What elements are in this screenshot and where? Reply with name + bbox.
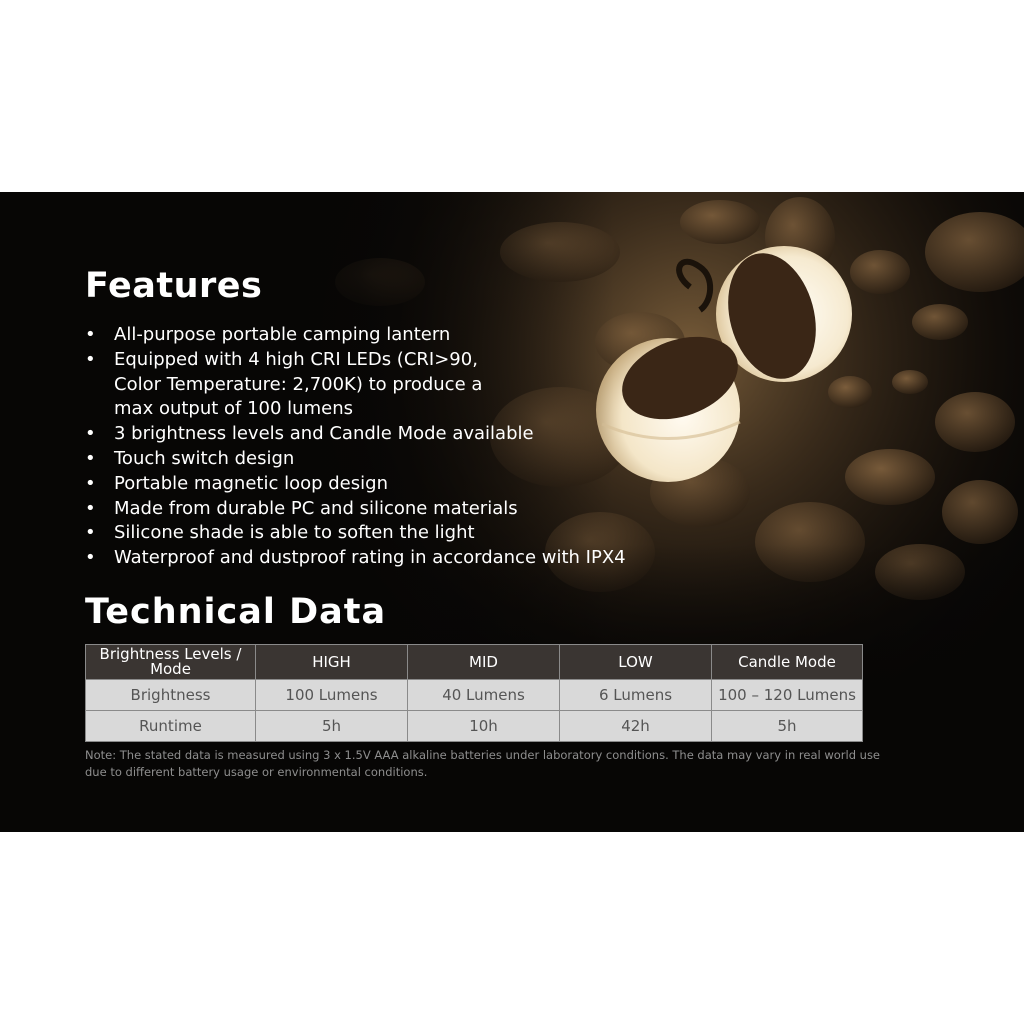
banner-content (0, 192, 1024, 832)
feature-item-continuation: Color Temperature: 2,700K) to produce a (114, 373, 483, 395)
feature-item: • Silicone shade is able to soften the light (85, 521, 725, 546)
table-cell: 42h (560, 711, 712, 742)
column-header: LOW (560, 645, 712, 680)
bullet-icon: • (85, 522, 96, 544)
feature-item: • All-purpose portable camping lantern (85, 323, 725, 348)
table-cell: 100 – 120 Lumens (712, 680, 863, 711)
feature-item-continuation: max output of 100 lumens (114, 398, 353, 420)
bullet-icon: • (85, 423, 96, 445)
bullet-icon: • (85, 447, 96, 469)
technical-data-table (85, 644, 863, 742)
table-cell: 5h (712, 711, 863, 742)
table-cell: 40 Lumens (408, 680, 560, 711)
bullet-icon: • (85, 472, 96, 494)
table-row (86, 680, 863, 711)
product-banner (0, 192, 1024, 832)
table-cell: 6 Lumens (560, 680, 712, 711)
feature-item: • Touch switch design (85, 447, 725, 472)
features-list (85, 323, 725, 571)
column-header: Brightness Levels / Mode (86, 645, 256, 680)
row-header: Brightness (86, 680, 256, 711)
column-header: MID (408, 645, 560, 680)
table-header-row (86, 645, 863, 680)
feature-item: • Made from durable PC and silicone materials (85, 497, 725, 522)
table-cell: 5h (256, 711, 408, 742)
feature-item: • Equipped with 4 high CRI LEDs (CRI>90, (85, 348, 725, 373)
table-row (86, 711, 863, 742)
feature-item: • Waterproof and dustproof rating in accordance with IPX4 (85, 546, 725, 571)
feature-item: • 3 brightness levels and Candle Mode available (85, 422, 725, 447)
table-cell: 100 Lumens (256, 680, 408, 711)
technical-data-title: Technical Data (85, 592, 387, 632)
bullet-icon: • (85, 324, 96, 345)
column-header: HIGH (256, 645, 408, 680)
bullet-icon: • (85, 348, 96, 370)
bullet-icon: • (85, 497, 96, 519)
feature-item: • Portable magnetic loop design (85, 472, 725, 497)
column-header: Candle Mode (712, 645, 863, 680)
features-title: Features (85, 266, 263, 306)
bullet-icon: • (85, 547, 96, 569)
measurement-note: Note: The stated data is measured using 3 x 1.5V AAA alkaline batteries under laboratory conditions. The data may vary in real world use due to different battery usage or environmental conditions. (85, 748, 881, 779)
table-cell: 10h (408, 711, 560, 742)
row-header: Runtime (86, 711, 256, 742)
